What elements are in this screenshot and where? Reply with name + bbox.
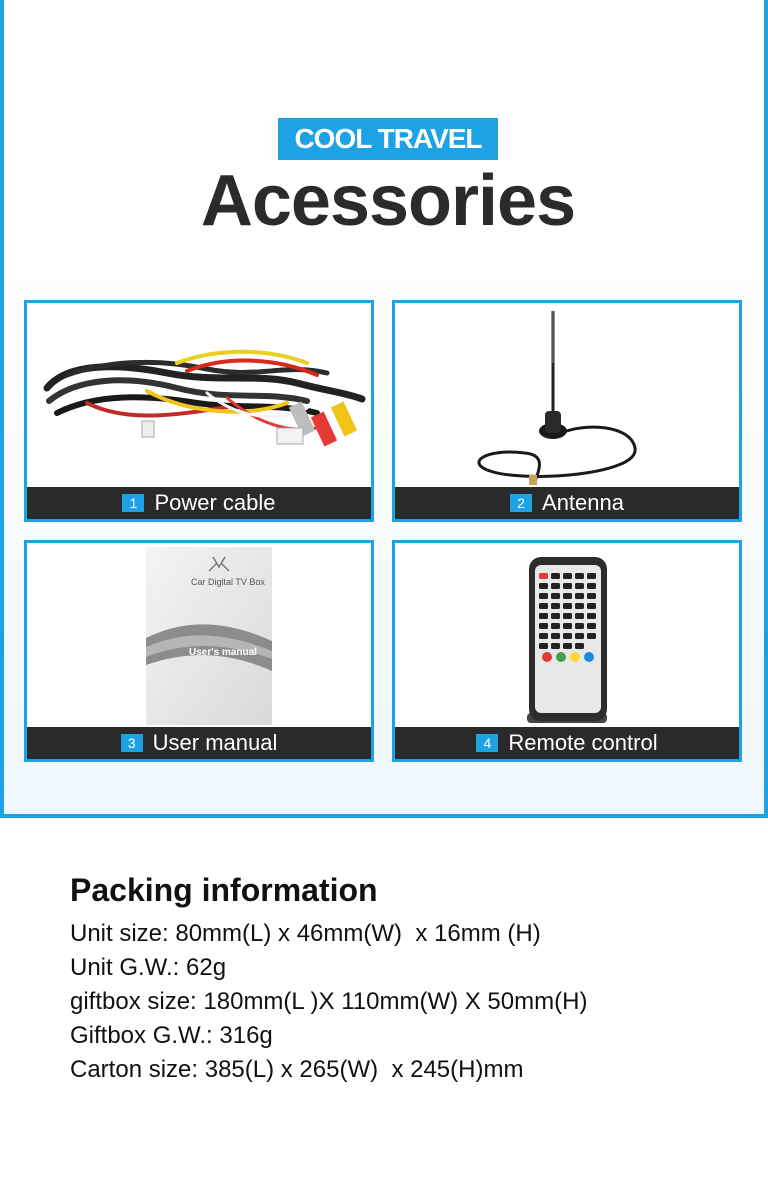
remote-key (587, 573, 596, 579)
remote-key (551, 603, 560, 609)
remote-key (539, 593, 548, 599)
remote-key (563, 573, 572, 579)
number-badge: 1 (122, 494, 144, 512)
power-cable-image (27, 303, 371, 489)
remote-key (539, 583, 548, 589)
remote-key (575, 603, 584, 609)
remote-key (551, 633, 560, 639)
accessory-card-antenna (392, 300, 742, 522)
remote-key (551, 613, 560, 619)
remote-key (575, 623, 584, 629)
packing-line-giftbox-weight: Giftbox G.W.: 316g (70, 1022, 273, 1049)
accessory-card-user-manual (24, 540, 374, 762)
packing-line-unit-weight: Unit G.W.: 62g (70, 954, 227, 981)
remote-key (575, 643, 584, 649)
remote-key (551, 583, 560, 589)
accessory-card-remote-control (392, 540, 742, 762)
remote-key (539, 613, 548, 619)
remote-key (575, 593, 584, 599)
remote-key (587, 623, 596, 629)
remote-key (539, 573, 548, 579)
caption-antenna (395, 487, 739, 519)
remote-key (563, 593, 572, 599)
remote-key (587, 593, 596, 599)
caption-label: User manual (152, 730, 278, 755)
manual-title-text: User's manual (189, 647, 257, 658)
remote-key (551, 623, 560, 629)
remote-control-image (395, 543, 739, 729)
remote-key (539, 633, 548, 639)
caption-user-manual (27, 727, 371, 759)
manual-brand-text: Car Digital TV Box (191, 577, 265, 587)
packing-title: Packing information (70, 872, 378, 908)
remote-key (587, 603, 596, 609)
remote-key (563, 613, 572, 619)
packing-line-carton-size: Carton size: 385(L) x 265(W) x 245(H)mm (70, 1056, 524, 1083)
remote-key (563, 633, 572, 639)
caption-label: Antenna (542, 490, 624, 515)
packing-information (70, 872, 587, 1087)
remote-key (563, 603, 572, 609)
remote-key (587, 613, 596, 619)
remote-key (563, 583, 572, 589)
remote-key (551, 593, 560, 599)
remote-key (587, 633, 596, 639)
caption-label: Remote control (508, 730, 658, 755)
remote-key (539, 623, 548, 629)
remote-key (575, 583, 584, 589)
packing-line-unit-size: Unit size: 80mm(L) x 46mm(W) x 16mm (H) (70, 920, 541, 947)
remote-key (563, 643, 572, 649)
remote-key (539, 643, 548, 649)
antenna-image (395, 303, 739, 489)
remote-key (551, 573, 560, 579)
remote-key (575, 573, 584, 579)
page-title: Acessories (200, 161, 576, 241)
packing-line-giftbox-size: giftbox size: 180mm(L )X 110mm(W) X 50mm(H) (70, 988, 588, 1015)
remote-key (551, 643, 560, 649)
remote-key (539, 603, 548, 609)
caption-remote-control (395, 727, 739, 759)
caption-label: Power cable (154, 490, 276, 515)
remote-key (587, 583, 596, 589)
user-manual-image (27, 543, 371, 729)
accessory-card-power-cable (24, 300, 374, 522)
remote-key (575, 633, 584, 639)
remote-key (563, 623, 572, 629)
remote-key (575, 613, 584, 619)
number-badge: 3 (121, 734, 143, 752)
number-badge: 2 (510, 494, 532, 512)
section-badge: COOL TRAVEL (278, 118, 498, 160)
caption-power-cable (27, 487, 371, 519)
number-badge: 4 (476, 734, 498, 752)
